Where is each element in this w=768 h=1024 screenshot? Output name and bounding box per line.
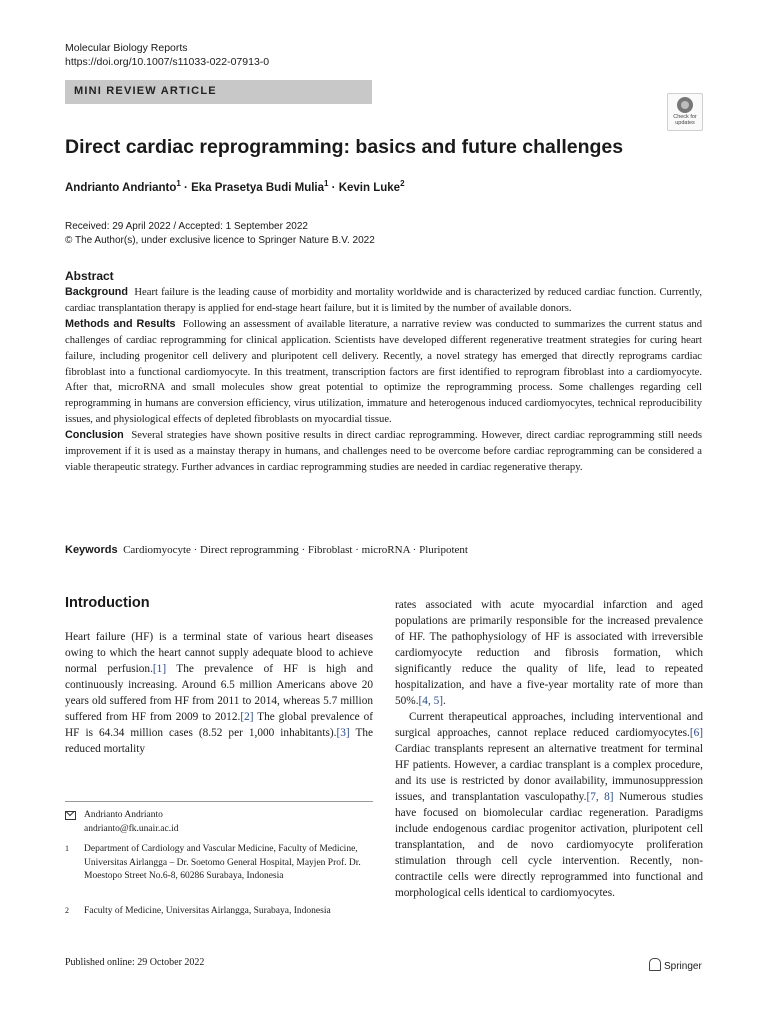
doi-link[interactable]: https://doi.org/10.1007/s11033-022-07913-0 [65,55,270,68]
intro-paragraph: Heart failure (HF) is a terminal state of various heart diseases owing to which the heart cannot supply adequate blood to achieve normal perfusion.[1] The prevalence of HF is high and continuously increasing. Around 6.5 million Americans above 20 years old suffered from HF from 2011 to 2014, whereas 5.7 million suffered from HF from 2009 to 2012.[2] The global prevalence of HF is 64.34 million cases (8.52 per 1,000 inhabitants).[3] The reduced mortality [65,631,374,755]
abstract-methods: Methods and Results Following an assessment of available literature, a narrative review was conducted to summarizes the current status and challenges of cardiac reprogramming for clinical application. Scientists have developed different regenerative treatment strategies for curing heart failure, including progenitor cell delivery and pluripotent cell delivery. Recently, a novel strategy has emerged that directly reprograms cardiac fibroblast into a functional cardiomyocyte. In this treatment, transcription factors are first identified to reprogram fibroblast into a cardiomyocyte. After that, microRNA and small molecules show great potential to optimize the reprogramming process. Some challenges regarding cell reprogramming in humans are conversion efficiency, virus utilization, immature and heterogenous induced cardiomyocytes, technical reproducibility issues, and physiological effects of depleted fibroblasts on myocardial tissue. [65,317,702,426]
author-name[interactable]: Andrianto Andrianto [65,181,177,194]
intro-paragraph: Current therapeutical approaches, including interventional and surgical approaches, cannot replace reduced cardiomyocytes.[6] Cardiac transplants represent an alternative treatment for terminal HF patients. However, a cardiac transplant is a complex procedure, and its use is restricted by donor availability, immunosuppression issues, and transplantation vasculopathy.[7, 8] Numerous studies have focused on biomolecular cardiac regeneration. Paradigms include endogenous cardiac progenitor activation, pluripotent cell transplantation, and de novo cardiomyocyte proliferation stimulation through cell cycle intervention. Recently, non-contractile cells were directly reprogrammed into functional and morphological cells identical to cardiomyocytes. [395,711,703,899]
article-dates [65,220,375,248]
author-affiliation-mark: 1 [324,179,329,188]
abstract-background: Background Heart failure is the leading cause of morbidity and mortality worldwide and is characterized by reduced cardiac function. Currently, cardiac transplantation therapy is applied for end-stage heart failure, but it is limited by the number of available donors. [65,286,703,314]
author-name[interactable]: Kevin Luke [338,181,401,194]
author-list: Andrianto Andrianto$^1$ · Eka Prasetya Budi Mulia$^1$ · Kevin Luke$^2$ [65,179,405,194]
journal-name: Molecular Biology Reports [65,42,188,54]
methods-label: Methods and Results [65,317,176,330]
envelope-icon [65,811,76,820]
keywords-list: Cardiomyocyte · Direct reprogramming · Fibroblast · microRNA · Pluripotent [123,544,468,556]
article-title: Direct cardiac reprogramming: basics and future challenges [65,136,624,158]
affiliation-text: Faculty of Medicine, Universitas Airlangga, Surabaya, Indonesia [84,906,331,916]
citation-link[interactable]: [7, 8] [586,791,614,803]
corresponding-email[interactable]: andrianto@fk.unair.ac.id [84,823,179,834]
correspondence [65,809,373,836]
abstract-heading: Abstract [65,269,114,283]
affiliation-number: 2 [65,906,69,915]
keywords [65,544,468,556]
publisher-name: Springer [664,961,702,972]
received-accepted: Received: 29 April 2022 / Accepted: 1 September 2022 [65,221,308,232]
abstract-conclusion: Conclusion Several strategies have shown positive results in direct cardiac reprogramming. However, direct cardiac reprogramming still needs improvement if it is used as a mainstay therapy in humans, and challenges need to be overcome before cardiac reprogramming can be considered a viable therapeutic strategy. Further advances in cardiac reprogramming studies are needed in cardiac regenerative therapy. [65,429,703,473]
journal-header [65,42,269,69]
intro-left-column [65,629,373,757]
published-online: Published online: 29 October 2022 [65,957,205,968]
background-label: Background [65,286,128,298]
abstract-section [65,269,702,476]
citation-link[interactable]: [3] [336,727,350,739]
intro-paragraph: rates associated with acute myocardial infarction and aged populations are primarily responsible for the increased prevalence of HF. The pathophysiology of HF is associated with irreversible cardiomyocyte reduction and fibrosis formation, which significantly reduce the quality of life, lead to repeated hospitalization, and have a five-year mortality rate of more than 50%.[4, 5]. [395,599,703,707]
affiliation-number: 1 [65,844,69,853]
article-type-label: MINI REVIEW ARTICLE [74,85,217,97]
citation-link[interactable]: [4, 5] [418,695,444,707]
citation-link[interactable]: [2] [240,711,254,723]
publisher-logo [649,958,702,972]
article-type-banner [65,80,372,104]
footnote-divider [65,801,373,802]
affiliation [65,905,365,919]
keywords-label: Keywords [65,544,118,556]
springer-horse-icon [649,958,661,971]
citation-link[interactable]: [1] [152,663,167,675]
conclusion-label: Conclusion [65,429,124,442]
corresponding-author: Andrianto Andrianto [84,810,163,820]
check-for-updates-badge[interactable] [667,93,703,131]
author-affiliation-mark: 2 [400,179,405,188]
author-name[interactable]: Eka Prasetya Budi Mulia [191,181,325,194]
check-updates-icon [677,97,693,113]
affiliation [65,843,365,884]
check-updates-text: Check for updates [673,114,697,126]
copyright-line: © The Author(s), under exclusive licence to Springer Nature B.V. 2022 [65,235,375,246]
citation-link[interactable]: [6] [689,727,703,739]
affiliation-text: Department of Cardiology and Vascular Medicine, Faculty of Medicine, Universitas Airlangga – Dr. Soetomo General Hospital, Mayjen Prof. Dr. Moestopo Street No.6-8, 60286 Surabaya, Indonesia [84,844,361,881]
introduction-heading: Introduction [65,595,150,611]
intro-right-column [395,597,703,901]
author-affiliation-mark: 1 [176,179,181,188]
